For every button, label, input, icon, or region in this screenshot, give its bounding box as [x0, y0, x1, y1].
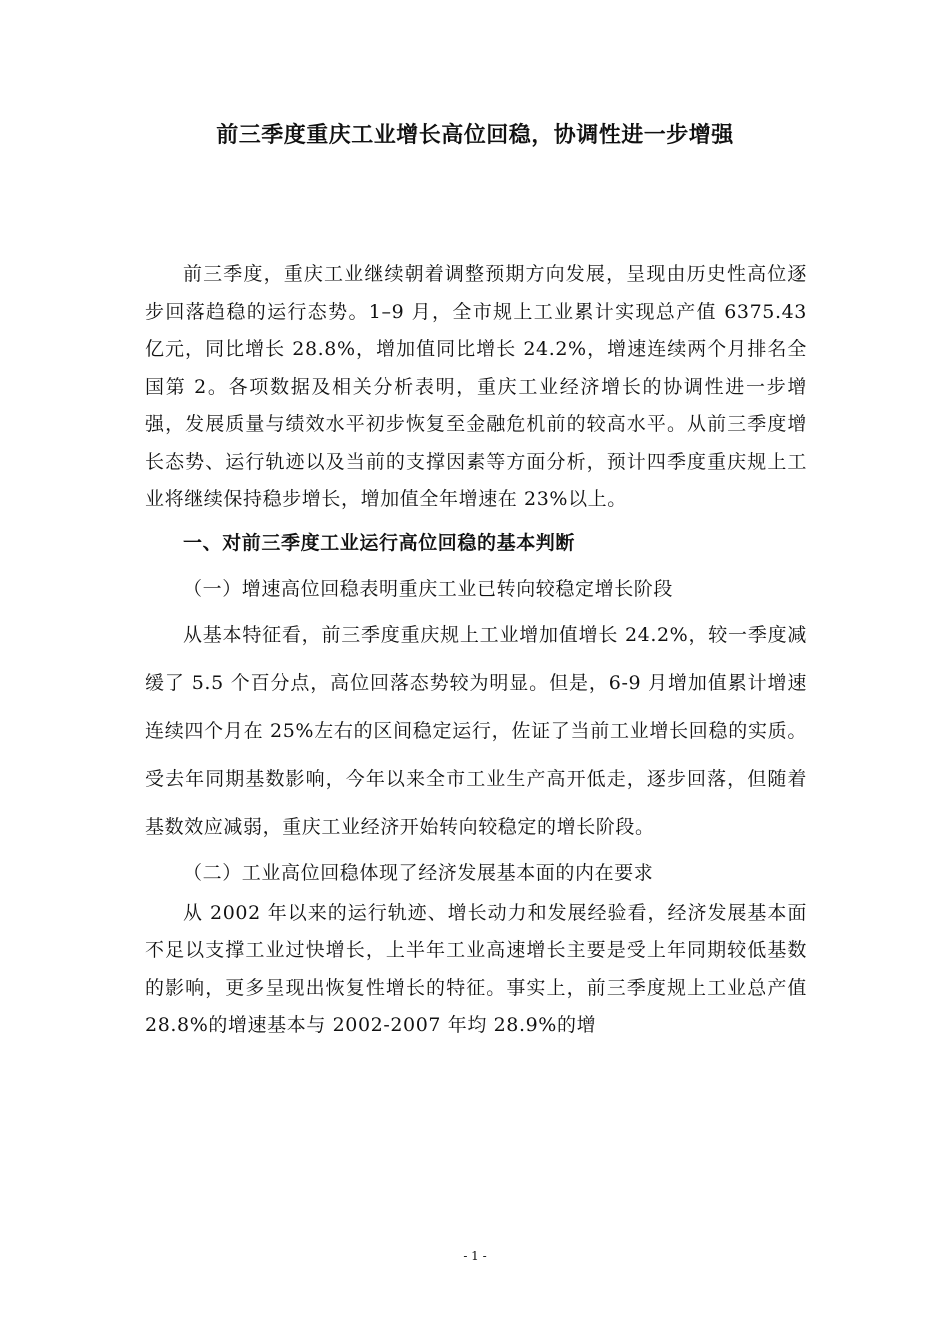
paragraph-trajectory: 从 2002 年以来的运行轨迹、增长动力和发展经验看，经济发展基本面不足以支撑工业过快增长，上半年工业高速增长主要是受上年同期较低基数的影响，更多呈现出恢复性增长的特征。事实上，前三季度规上工业总产值 28.8%的增速基本与 2002-2007 年均 28.9%的增 — [145, 901, 807, 1036]
section-heading-1: 一、对前三季度工业运行高位回稳的基本判断 — [183, 531, 576, 554]
subheading-1: （一）增速高位回稳表明重庆工业已转向较稳定增长阶段 — [183, 577, 674, 600]
document-body — [145, 256, 807, 1045]
page-number: - 1 - — [463, 1249, 487, 1263]
document-title: 前三季度重庆工业增长高位回稳，协调性进一步增强 — [216, 123, 734, 148]
paragraph-intro: 前三季度，重庆工业继续朝着调整预期方向发展，呈现由历史性高位逐步回落趋稳的运行态势。1–9 月，全市规上工业累计实现总产值 6375.43 亿元，同比增长 28.8%，增加值同比增长 24.2%，增速连续两个月排名全国第 2。各项数据及相关分析表明，重庆工业经济增长的协调性进一步增强，发展质量与绩效水平初步恢复至金融危机前的较高水平。从前三季度增长态势、运行轨迹以及当前的支撑因素等方面分析，预计四季度重庆规上工业将继续保持稳步增长，增加值全年增速在 23%以上。 — [145, 263, 807, 510]
subheading-2: （二）工业高位回稳体现了经济发展基本面的内在要求 — [183, 861, 654, 884]
paragraph-basic-features: 从基本特征看，前三季度重庆规上工业增加值增长 24.2%，较一季度减缓了 5.5 个百分点，高位回落态势较为明显。但是，6-9 月增加值累计增速连续四个月在 25%左右的区间稳定运行，佐证了当前工业增长回稳的实质。受去年同期基数影响，今年以来全市工业生产高开低走，逐步回落，但随着基数效应减弱，重庆工业经济开始转向较稳定的增长阶段。 — [145, 623, 807, 838]
